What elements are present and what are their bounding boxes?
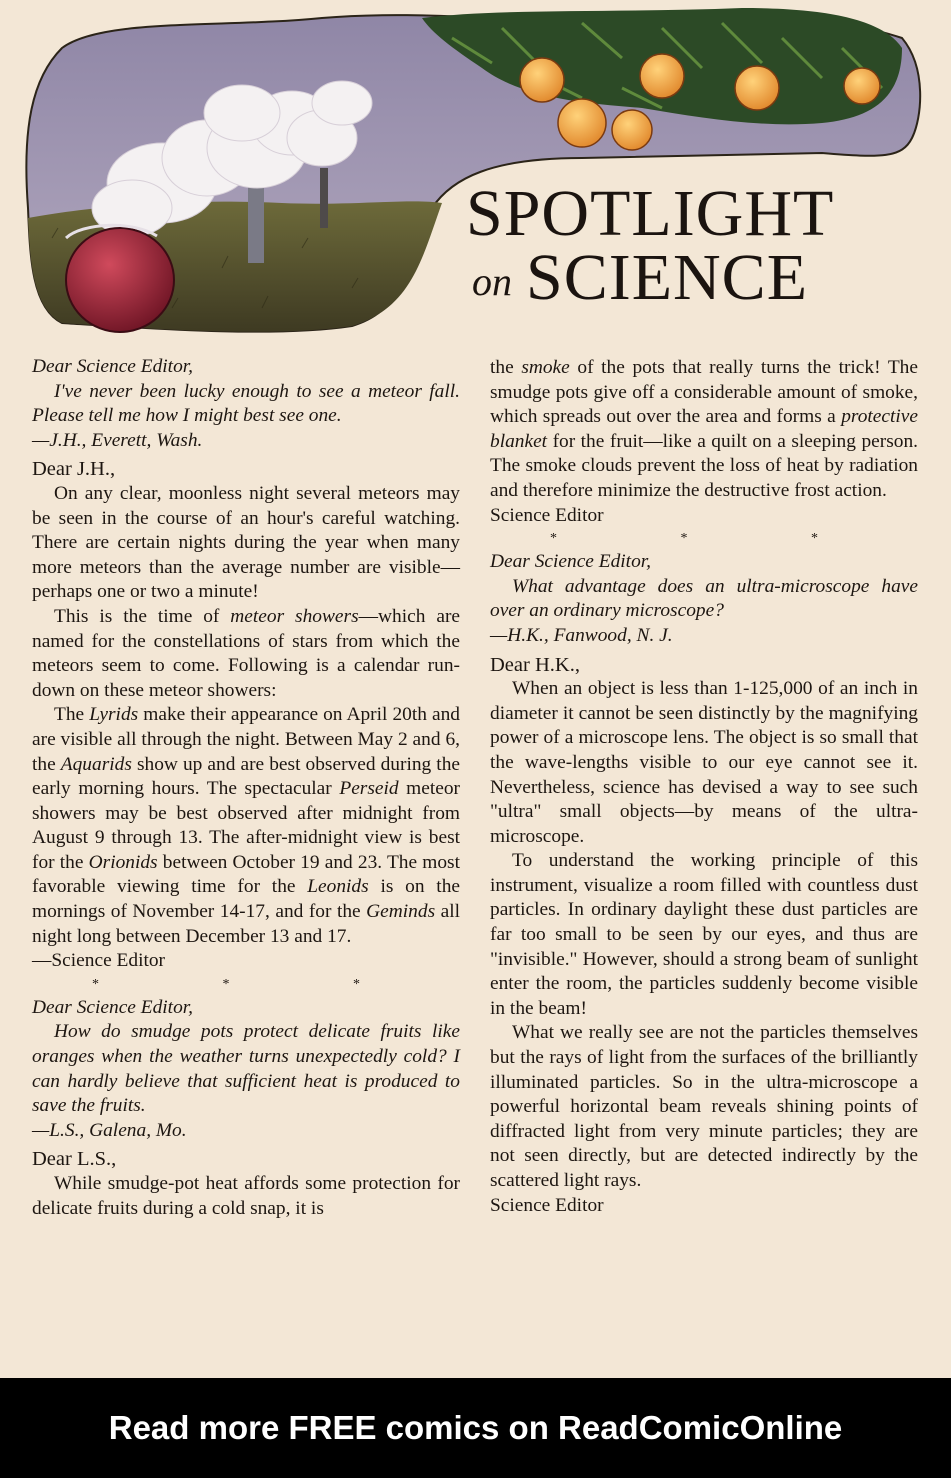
- a3-paragraph-2: To understand the working principle of this instrument, visualize a room filled with countless dust particles. In ordinary daylight these dust particles are far too small to be seen by our eyes, and thus are "invisible." However, should a strong beam of sunlight enter the room, the particles suddenly become visible in the beam!: [490, 850, 918, 1019]
- a2-greeting: Dear L.S.,: [32, 1148, 117, 1171]
- q3-signature: —H.K., Fanwood, N. J.: [490, 624, 673, 646]
- page-title: [460, 176, 900, 316]
- a3-signature: Science Editor: [490, 1194, 604, 1216]
- left-column: [32, 355, 460, 1221]
- title-on: on: [472, 259, 512, 304]
- a1-paragraph-2: This is the time of meteor showers—which are named for the constellations of stars from which the meteors seem to come. Following is a calendar run-down on these meteor showers:: [32, 605, 461, 701]
- separator: * * *: [550, 531, 878, 547]
- a2-paragraph-1: While smudge-pot heat affords some protection for delicate fruits during a cold snap, it is: [32, 1173, 460, 1219]
- q1-signature: —J.H., Everett, Wash.: [32, 429, 203, 451]
- title-science: SCIENCE: [526, 241, 809, 314]
- q2-salutation: Dear Science Editor,: [32, 996, 194, 1018]
- q1-body: I've never been lucky enough to see a meteor fall. Please tell me how I might best see one.: [32, 380, 460, 427]
- a1-paragraph-3: The Lyrids make their appearance on April 20th and are visible all through the night. Between May 2 and 6, the Aquarids show up and are best observed during the early morning hours. The spectacular Perseid meteor showers may be best observed after midnight from August 9 through 13. The after-midnight view is best for the Orionids between October 19 and 23. The most favorable viewing time for the Leonids is on the mornings of November 14-17, and for the Geminds all night long between December 13 and 17.: [32, 704, 461, 947]
- a1-signature: —Science Editor: [32, 950, 165, 972]
- a3-paragraph-1: When an object is less than 1-125,000 of an inch in diameter it cannot be seen distinctly by the magnifying power of a microscope lens. The object is so small that the wave-lengths visible to our eye cannot see it. Nevertheless, science has devised a way to see such "ultra" small objects—by means of the ultra-microscope.: [490, 678, 918, 847]
- title-spotlight: SPOTLIGHT: [466, 177, 835, 250]
- q3-salutation: Dear Science Editor,: [490, 551, 652, 573]
- q3-body: What advantage does an ultra-microscope have over an ordinary microscope?: [490, 575, 918, 622]
- a3-greeting: Dear H.K.,: [490, 653, 580, 676]
- q1-salutation: Dear Science Editor,: [32, 356, 194, 377]
- q2-body: How do smudge pots protect delicate fruits like oranges when the weather turns unexpectedly cold? I can hardly believe that sufficient heat is produced to save the fruits.: [32, 1021, 460, 1117]
- a3-paragraph-3: What we really see are not the particles themselves but the rays of light from the surfaces of the brilliantly illuminated particles. So in the ultra-microscope a powerful horizontal beam reveals shining points of diffracted light from very minute particles; they are not seen directly, but are detected indirectly by the scattered light rays.: [490, 1022, 918, 1191]
- right-column: [490, 356, 918, 1218]
- footer-banner[interactable]: Read more FREE comics on ReadComicOnline: [0, 1378, 951, 1478]
- a2-continued: the smoke of the pots that really turns the trick! The smudge pots give off a considerable amount of smoke, which spreads out over the area and forms a protective blanket for the fruit—like a quilt on a sleeping person. The smoke clouds prevent the loss of heat by radiation and therefore minimize the destructive frost action.: [490, 357, 918, 501]
- q2-signature: —L.S., Galena, Mo.: [32, 1119, 187, 1141]
- separator: * * *: [92, 976, 420, 992]
- a1-paragraph-1: On any clear, moonless night several meteors may be seen in the course of an hour's careful watching. There are certain nights during the year when many more meteors than the average number are visible—perhaps one or two a minute!: [32, 482, 460, 603]
- a2-signature: Science Editor: [490, 504, 604, 526]
- a1-greeting: Dear J.H.,: [32, 458, 116, 481]
